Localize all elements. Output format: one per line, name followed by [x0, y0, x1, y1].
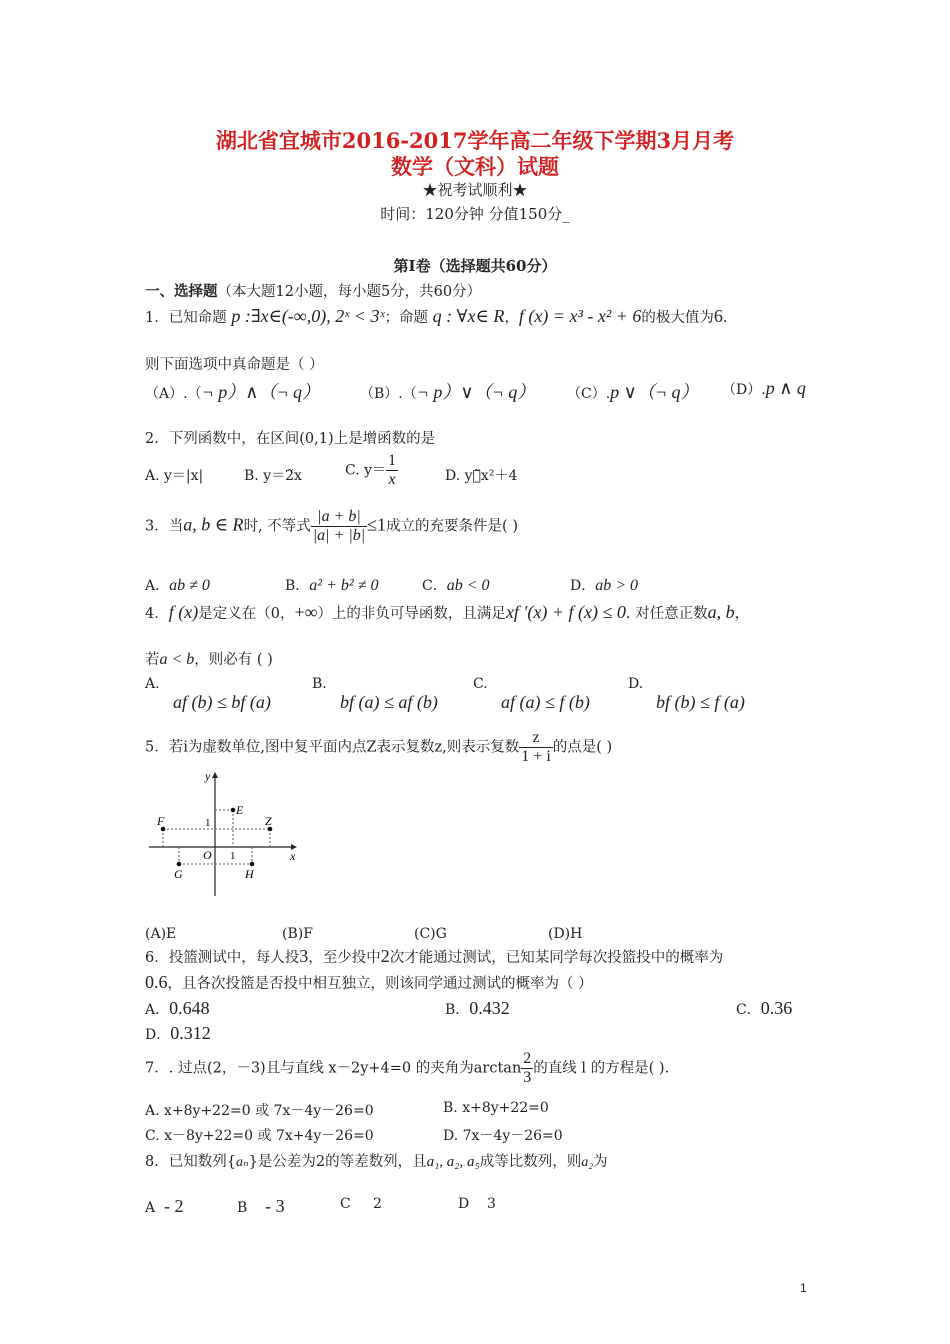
part1-desc: （本大题12小题，每小题5分，共60分）	[217, 284, 482, 300]
q6-opt-c-value: 0.36	[760, 998, 793, 1018]
q3-option-b[interactable]	[285, 575, 378, 595]
q8-option-d[interactable]	[458, 1196, 496, 1212]
q6-opt-d-value: 0.312	[170, 1023, 211, 1043]
q4-prefix: 4．	[145, 606, 169, 622]
q4-ab: a, b	[707, 602, 735, 622]
q6-n2: 2	[380, 946, 390, 966]
q8-opt-b-value: - 3	[265, 1196, 285, 1216]
q6-t4: ，且各次投篮是否投中相互独立，则该同学通过测试的概率为（ ）	[167, 976, 593, 992]
q8-option-b[interactable]	[237, 1196, 285, 1217]
q5-frac-num: z	[519, 729, 552, 748]
label-origin: O	[203, 848, 212, 862]
q8-opt-c-value: 2	[372, 1196, 382, 1212]
part1-label: 一、选择题	[145, 283, 218, 300]
q7-frac-den: 3	[523, 1069, 532, 1086]
q1-option-a[interactable]	[145, 378, 320, 404]
label-g: G	[174, 867, 183, 881]
q6-t2: ，至少投中	[308, 950, 381, 966]
q1-opt-b-label: （B）.（	[360, 386, 417, 402]
wish-line: ★祝考试顺利★	[422, 181, 528, 199]
q8-option-c[interactable]	[340, 1196, 382, 1212]
title-line-1: 湖北省宜城市2016-2017学年高二年级下学期3月月考	[215, 128, 735, 153]
q4-opt-b-expr: bf (a) ≤ af (b)	[340, 692, 438, 712]
q1-option-c[interactable]	[567, 378, 699, 404]
q7-option-d[interactable]: D. 7x－4y－26=0	[443, 1128, 563, 1144]
q8-t1: 8．已知数列{	[145, 1154, 236, 1170]
q5-tail: 的点是( )	[552, 739, 613, 756]
q5-option-c[interactable]: (C)G	[414, 926, 447, 942]
q3-prefix: 3．当	[145, 518, 184, 535]
q3-option-a[interactable]	[145, 575, 210, 595]
q7-tail: 的直线 l 的方程是( ).	[533, 1060, 670, 1077]
q1-prefix: 1．已知命题	[145, 310, 227, 326]
q3-cond: a, b ∈ R	[183, 514, 244, 535]
q6-option-a[interactable]	[145, 998, 210, 1019]
q8-opt-d-value: 3	[487, 1196, 496, 1212]
q8-opt-b-label: B	[237, 1200, 248, 1216]
label-e: E	[236, 803, 244, 817]
q1-opt-a-expr: ¬ p）∧（¬ q）	[201, 382, 321, 402]
q4-t3: . 对任意正数	[625, 606, 708, 622]
q4-comma: ，	[734, 606, 750, 622]
point-h	[250, 862, 255, 867]
q6-t3: 次才能通过测试，已知某同学每次投篮投中的概率为	[389, 950, 724, 966]
q4-t2: ）上的非负可导函数，且满足	[317, 606, 506, 622]
q4-line2-expr: a < b	[159, 651, 195, 668]
q4-line2-prefix: 若	[145, 652, 160, 668]
q3-opt-b-label: B．	[285, 578, 310, 594]
q8-t4: 为	[593, 1154, 608, 1170]
q6-opt-c-label: C．	[736, 1002, 761, 1018]
q6-opt-b-value: 0.432	[469, 998, 510, 1018]
q5-option-b[interactable]: (B)F	[282, 926, 313, 942]
q5-stem	[145, 729, 612, 766]
q6-opt-a-label: A．	[145, 1002, 170, 1018]
q6-t1: 6．投篮测试中，每人投	[145, 950, 300, 966]
q5-option-a[interactable]: (A)E	[145, 926, 177, 942]
q3-option-d[interactable]	[570, 575, 638, 595]
q1-sep: ，	[504, 310, 519, 326]
q3-opt-a-label: A．	[145, 578, 170, 594]
q4-option-c[interactable]	[473, 676, 590, 713]
q8-opt-a-label: A	[145, 1200, 156, 1216]
q4-stem	[145, 602, 749, 623]
q6-line2	[145, 972, 593, 993]
label-z: Z	[265, 814, 272, 828]
q1-dot: .	[722, 310, 728, 326]
q3-opt-b-expr: a² + b² ≠ 0	[309, 577, 379, 594]
q8-t2: }是公差为2的等差数列，且	[248, 1154, 427, 1170]
q2-opt-c-den: x	[388, 471, 396, 488]
label-x: x	[290, 849, 296, 863]
q3-opt-c-label: C．	[422, 578, 447, 594]
q1-opt-b-expr: ¬ p）∨（¬ q）	[416, 382, 536, 402]
q8-t3: 成等比数列，则	[479, 1154, 582, 1170]
q8-opt-a-value: - 2	[164, 1196, 184, 1216]
q8-an: aₙ	[235, 1155, 249, 1170]
q6-opt-a-value: 0.648	[169, 998, 210, 1018]
q3-opt-d-label: D．	[570, 578, 596, 594]
label-f: F	[157, 814, 165, 828]
q1-opt-c-label: （C）.	[567, 386, 611, 402]
q3-frac-den: |a| + |b|	[312, 527, 366, 544]
q7-arctan: arctan	[473, 1060, 522, 1077]
label-y: y	[205, 769, 211, 783]
q7-frac-num: 2	[523, 1050, 532, 1067]
q5-frac-den: 1 + i	[521, 748, 551, 765]
section-title: 第Ⅰ卷（选择题共60分）	[393, 257, 557, 275]
complex-plane-graph	[145, 768, 305, 898]
q1-opt-d-expr: p ∧ q	[765, 378, 806, 398]
q8-option-a[interactable]	[145, 1196, 184, 1217]
point-e	[231, 808, 236, 813]
q4-opt-c-label: C.	[473, 676, 488, 692]
q1-tail: 的极大值为	[641, 310, 714, 326]
q4-option-d[interactable]	[628, 676, 745, 713]
q1-opt-d-label: （D）.	[722, 382, 766, 398]
q1-line2: 则下面选项中真命题是（ ）	[145, 357, 324, 373]
q4-f: f (x)	[168, 602, 199, 622]
q8-a2: a₂	[581, 1155, 594, 1170]
q7-option-b[interactable]: B. x+8y+22=0	[443, 1100, 549, 1116]
q6-line1	[145, 946, 723, 967]
q2-opt-c-prefix: C. y＝	[345, 462, 387, 479]
q4-opt-c-expr: af (a) ≤ f (b)	[501, 692, 590, 712]
q1-option-d[interactable]	[722, 378, 806, 399]
q3-frac-num: |a + b|	[311, 508, 367, 527]
q4-opt-a-expr: af (b) ≤ bf (a)	[173, 692, 271, 712]
q6-option-c[interactable]	[736, 998, 792, 1019]
q4-opt-d-expr: bf (b) ≤ f (a)	[656, 692, 745, 712]
q6-n3: 3	[299, 946, 309, 966]
q4-t1: 是定义在（0，	[198, 606, 295, 622]
q2-option-a[interactable]: A. y＝|x|	[145, 468, 204, 484]
q2-option-d[interactable]: D. y＝̃x²＋4	[445, 468, 518, 484]
q5-prefix: 5．若i为虚数单位,图中复平面内点Z表示复数z,则表示复数	[145, 739, 520, 756]
q2-stem: 2．下列函数中，在区间(0,1)上是增函数的是	[145, 431, 436, 447]
q1-q-expr: q : ∀x∈ R	[432, 306, 505, 326]
q1-option-b[interactable]	[360, 378, 535, 404]
q4-option-a[interactable]	[145, 676, 271, 713]
q4-opt-d-label: D.	[628, 676, 644, 692]
q8-stem	[145, 1150, 608, 1171]
q7-stem	[145, 1050, 669, 1087]
q2-option-b[interactable]: B. y＝2̃x	[244, 468, 302, 484]
q7-option-a[interactable]: A. x+8y+22=0 或 7x－4y－26=0	[145, 1103, 374, 1119]
label-h: H	[245, 867, 254, 881]
q3-opt-c-expr: ab < 0	[446, 577, 490, 594]
q6-opt-d-label: D．	[145, 1027, 171, 1043]
q1-p-expr: p :∃x∈(-∞,0), 2ˣ < 3ˣ	[231, 306, 385, 326]
q3-option-c[interactable]	[422, 575, 490, 595]
q3-mid: 时, 不等式	[243, 518, 311, 535]
q4-option-b[interactable]	[312, 676, 438, 713]
q4-ineq: xf ′(x) + f (x) ≤ 0	[505, 602, 626, 622]
q3-tail: 成立的充要条件是( )	[386, 518, 518, 535]
page-number: 1	[800, 1281, 807, 1295]
point-g	[177, 862, 182, 867]
q8-opt-d-label: D	[458, 1196, 470, 1212]
q6-opt-b-label: B．	[445, 1002, 470, 1018]
q2-option-c[interactable]	[345, 452, 398, 489]
title-line-2: 数学（文科）试题	[391, 154, 559, 179]
q4-opt-b-label: B.	[312, 676, 327, 692]
q4-line2	[145, 648, 273, 669]
q3-opt-d-expr: ab > 0	[595, 577, 639, 594]
q4-opt-a-label: A.	[145, 676, 160, 692]
q1-opt-c-expr: p ∨（¬ q）	[610, 382, 699, 402]
q1-opt-a-label: （A）.（	[145, 386, 202, 402]
q2-opt-c-num: 1	[388, 452, 397, 469]
q6-option-b[interactable]	[445, 998, 510, 1019]
q4-line2-tail: ，则必有 ( )	[194, 652, 273, 668]
q1-line1	[145, 306, 727, 327]
q3-stem	[145, 508, 518, 545]
q3-opt-a-expr: ab ≠ 0	[169, 577, 210, 594]
q1-f-expr: f (x) = x³ - x² + 6	[518, 306, 642, 326]
q3-leq: ≤1	[367, 514, 387, 535]
q7-option-c[interactable]: C. x－8y+22=0 或 7x+4y－26=0	[145, 1128, 374, 1144]
q8-opt-c-label: C	[340, 1196, 351, 1212]
time-info: 时间：120分钟 分值150分_	[380, 205, 570, 223]
q7-prefix: 7．. 过点(2，－3)且与直线 x－2y+4=0 的夹角为	[145, 1060, 474, 1077]
label-one-y: 1	[205, 817, 211, 829]
label-one-x: 1	[230, 850, 236, 862]
q6-option-d[interactable]	[145, 1023, 211, 1044]
q6-p: 0.6	[145, 972, 168, 992]
y-axis-arrow	[212, 772, 218, 778]
q1-six: 6	[713, 306, 723, 326]
q4-inf: +∞	[294, 602, 318, 622]
part1-heading	[145, 280, 481, 301]
q8-seq: a₁, a₂, a₅	[426, 1154, 480, 1170]
q1-mid: ；命题	[384, 310, 429, 326]
q5-option-d[interactable]: (D)H	[548, 926, 583, 942]
